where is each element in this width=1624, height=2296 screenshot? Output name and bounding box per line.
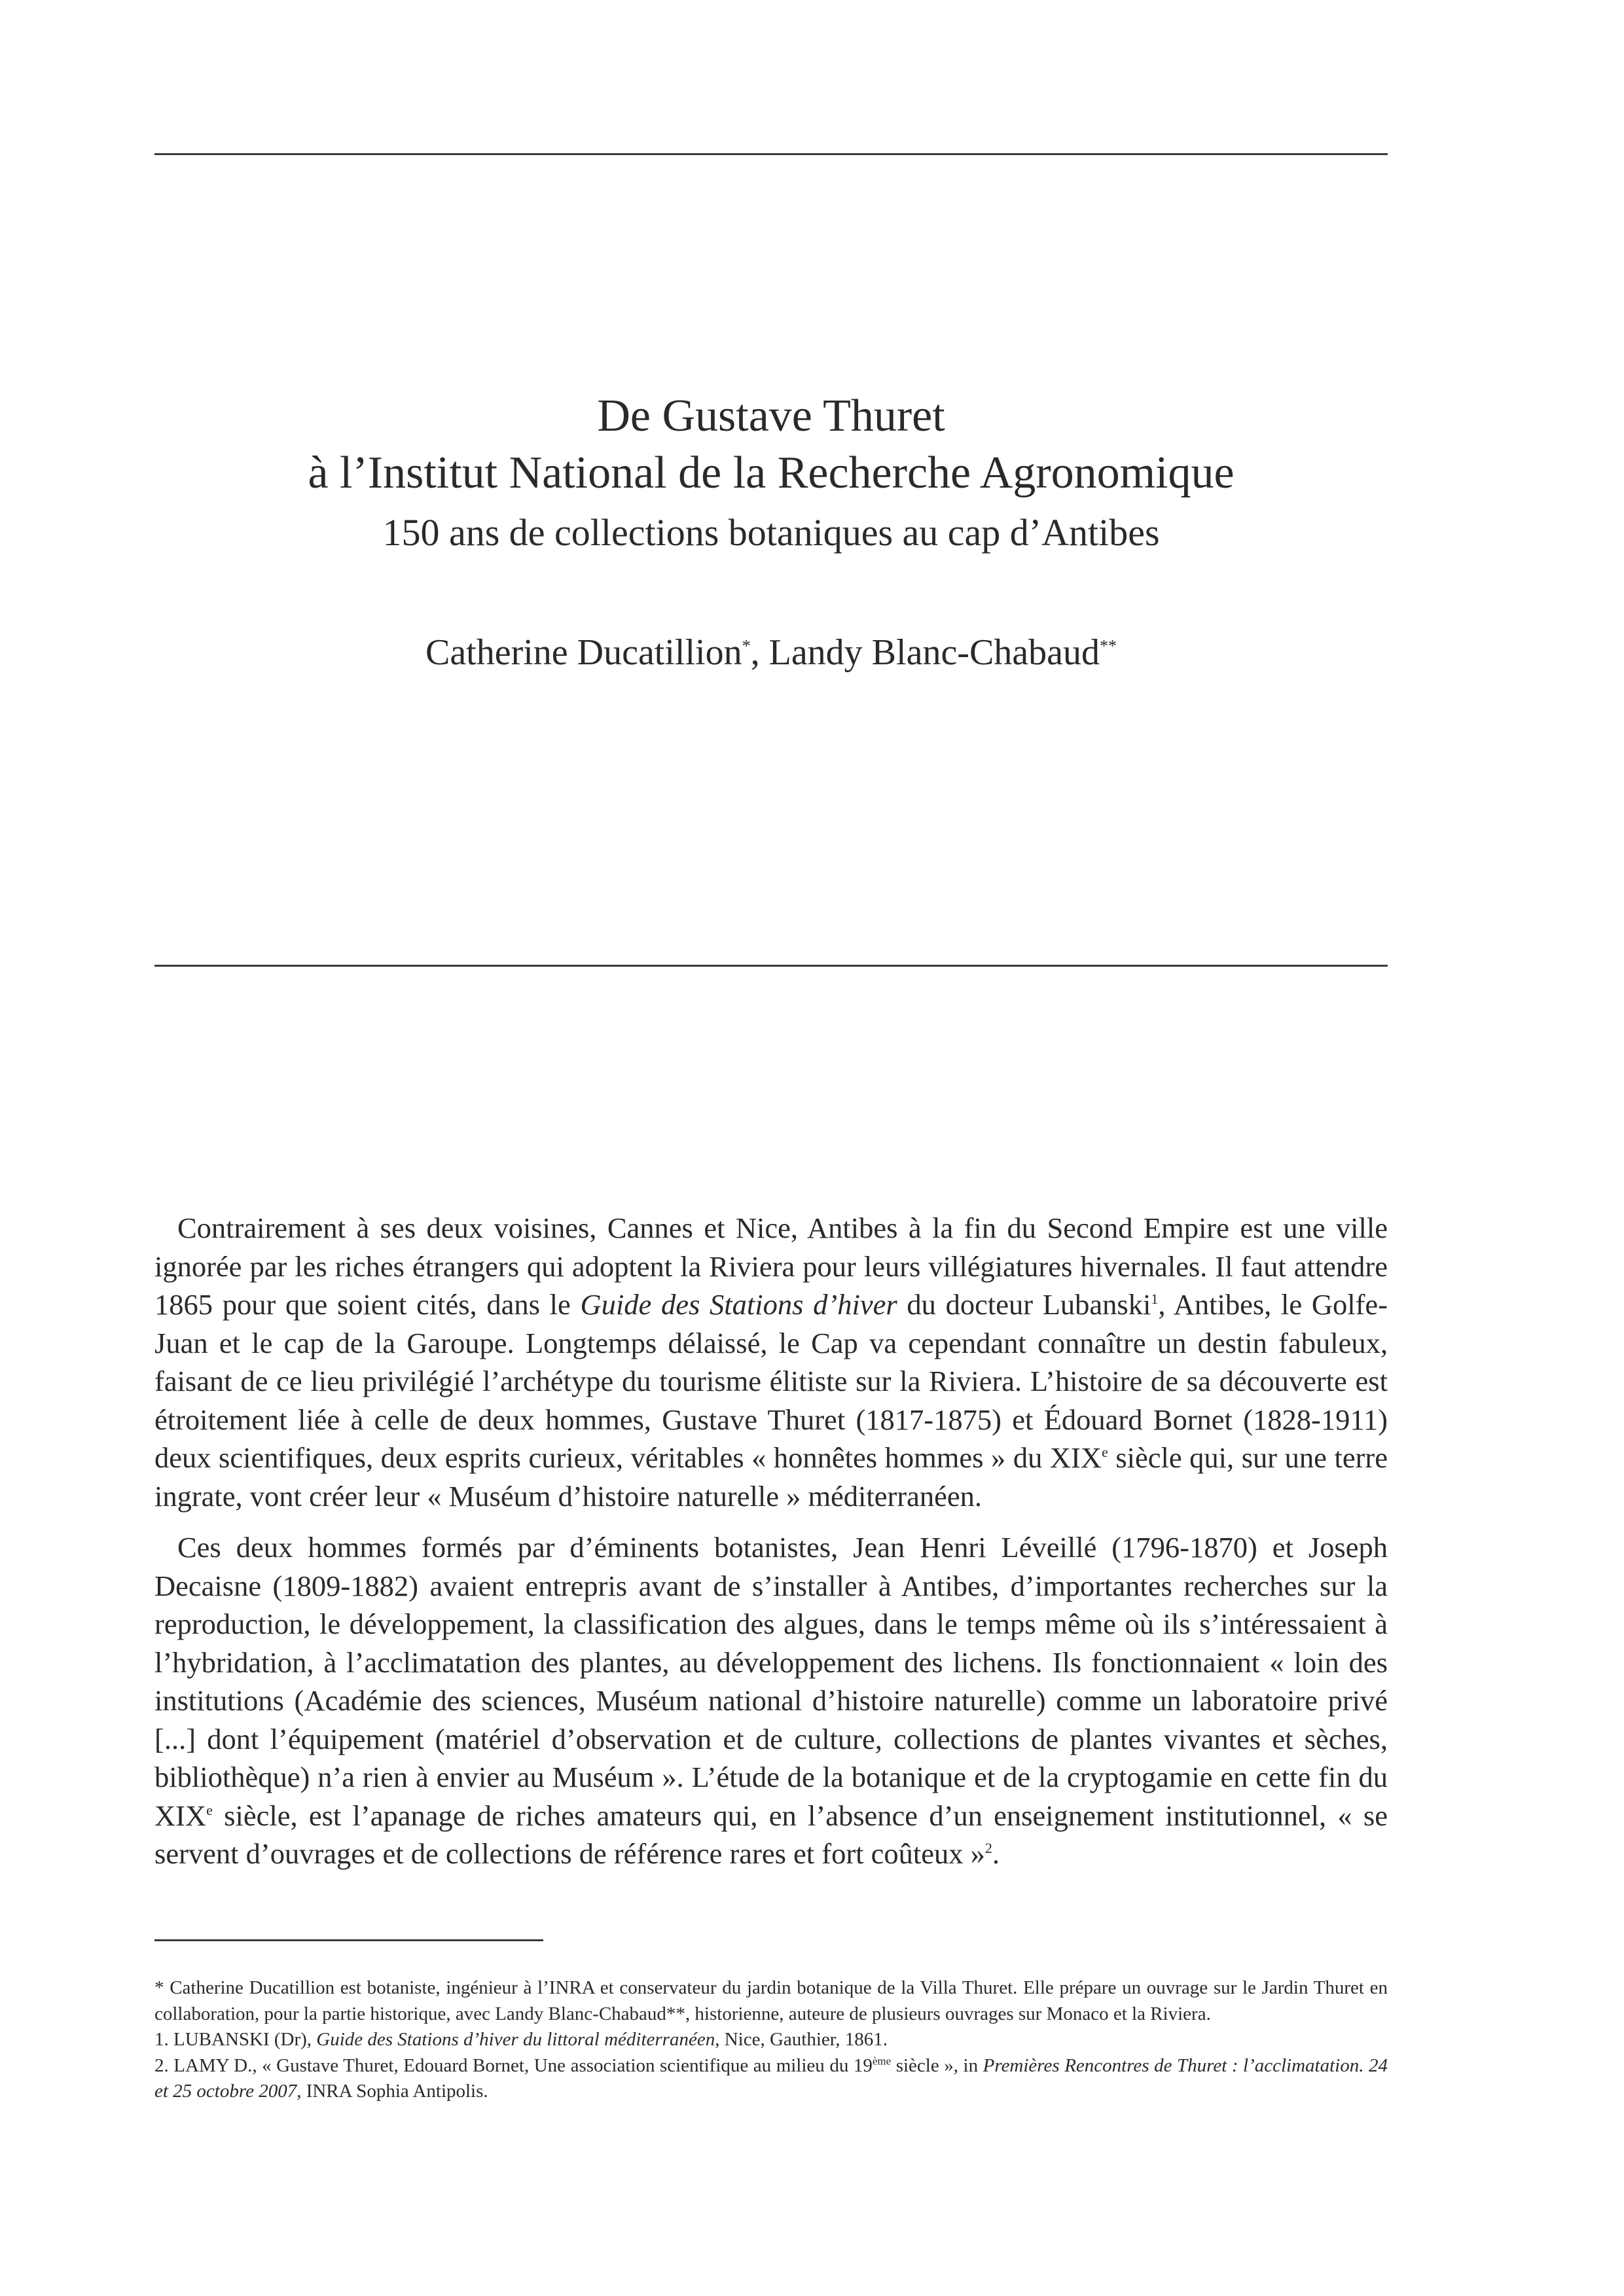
article-subtitle: 150 ans de collections botaniques au cap d’Antibes bbox=[382, 511, 1160, 554]
p1-text-a: Contrairement à ses deux voisines, Cannes et Nice, Antibes à la fin du Second Empire est une ville ignorée par les riches étrangers qui adoptent la Riviera pour leurs villégiatures hivernales. Il faut attendre 1865 pour que soient cités, dans le bbox=[154, 1211, 1388, 1321]
author-separator: , bbox=[750, 632, 769, 673]
author-blanc-chabaud: Landy Blanc-Chabaud bbox=[768, 632, 1100, 673]
article-body bbox=[154, 1209, 1388, 1873]
top-rule bbox=[154, 153, 1388, 155]
p1-guide-title: Guide des Stations d’hiver bbox=[580, 1288, 897, 1321]
footnote-2-superscript: ème bbox=[872, 2054, 892, 2067]
p2-text-a: Ces deux hommes formés par d’éminents botanistes, Jean Henri Léveillé (1796-1870) et Joseph Decaisne (1809-1882) avaient entrepris avant de s’installer à Antibes, d’importantes recherches sur la reproduction, le développement, la classification des algues, dans le temps même où ils s’intéressaient à l’hybridation, à l’acclimatation des plantes, au développement des lichens. Ils fonctionnaient « loin des institutions (Académie des sciences, Muséum national d’histoire naturelle) comme un laboratoire privé [...] dont l’équipement (matériel d’observation et de culture, collections de plantes vivantes et sèches, bibliothèque) n’a rien à envier au Muséum ». L’étude de la botanique et de la cryptogamie en cette fin du XIX bbox=[154, 1531, 1388, 1832]
footnote-2 bbox=[154, 2053, 1388, 2105]
footnote-ref-1: 1 bbox=[1151, 1291, 1159, 1308]
footnote-1 bbox=[154, 2027, 1388, 2053]
author-note-mark-1: * bbox=[742, 636, 751, 656]
footnote-1-text-a: 1. LUBANSKI (Dr), bbox=[154, 2029, 317, 2050]
p2-text-b: siècle, est l’apanage de riches amateurs qui, en l’absence d’un enseignement institutionnel, « se servent d’ouvrages et de collections de référence rares et fort coûteux » bbox=[154, 1799, 1388, 1870]
author-ducatillion: Catherine Ducatillion bbox=[425, 632, 742, 673]
article-title-line-2: à l’Institut National de la Recherche Agronomique bbox=[308, 448, 1235, 498]
footnote-2-text-a: 2. LAMY D., « Gustave Thuret, Edouard Bornet, Une association scientifique au milieu du 19 bbox=[154, 2054, 873, 2076]
body-paragraph-2 bbox=[154, 1528, 1388, 1873]
p2-century-superscript: e bbox=[206, 1801, 213, 1818]
author-note-mark-2: ** bbox=[1100, 636, 1117, 656]
author-line bbox=[154, 630, 1388, 675]
middle-rule bbox=[154, 965, 1388, 967]
footnote-1-text-b: , Nice, Gauthier, 1861. bbox=[715, 2029, 888, 2050]
p1-text-d: siècle qui, sur une terre ingrate, vont créer leur « Muséum d’histoire naturelle » méditerranéen. bbox=[154, 1441, 1388, 1513]
footnote-2-title: Premières Rencontres de Thuret : l’acclimatation. 24 et 25 octobre 2007 bbox=[154, 2054, 1388, 2102]
footnote-authors: * Catherine Ducatillion est botaniste, ingénieur à l’INRA et conservateur du jardin botanique de la Villa Thuret. Elle prépare un ouvrage sur le Jardin Thuret en collaboration, pour la partie historique, avec Landy Blanc-Chabaud**, historienne, auteure de plusieurs ouvrages sur Monaco et la Riviera. bbox=[154, 1977, 1388, 2024]
footnote-2-text-b: siècle », in bbox=[891, 2054, 983, 2076]
footnotes bbox=[154, 1975, 1388, 2105]
p1-century-superscript: e bbox=[1102, 1444, 1108, 1461]
p2-text-c: . bbox=[992, 1837, 1000, 1870]
title-block bbox=[154, 387, 1388, 564]
footnote-rule bbox=[154, 1939, 543, 1941]
p1-text-b: du docteur Lubanski bbox=[897, 1288, 1151, 1321]
footnote-2-text-c: , INRA Sophia Antipolis. bbox=[297, 2081, 488, 2102]
footnote-1-title: Guide des Stations d’hiver du littoral méditerranéen bbox=[316, 2029, 715, 2050]
footnote-ref-2: 2 bbox=[984, 1840, 992, 1857]
body-paragraph-1 bbox=[154, 1209, 1388, 1515]
p1-text-c: , Antibes, le Golfe-Juan et le cap de la Garoupe. Longtemps délaissé, le Cap va cependant connaître un destin fabuleux, faisant de ce lieu privilégié l’archétype du tourisme élitiste sur la Riviera. L’histoire de sa découverte est étroitement liée à celle de deux hommes, Gustave Thuret (1817-1875) et Édouard Bornet (1828-1911) deux scientifiques, deux esprits curieux, véritables « honnêtes hommes » du XIX bbox=[154, 1288, 1388, 1474]
article-title-line-1: De Gustave Thuret bbox=[597, 391, 945, 441]
